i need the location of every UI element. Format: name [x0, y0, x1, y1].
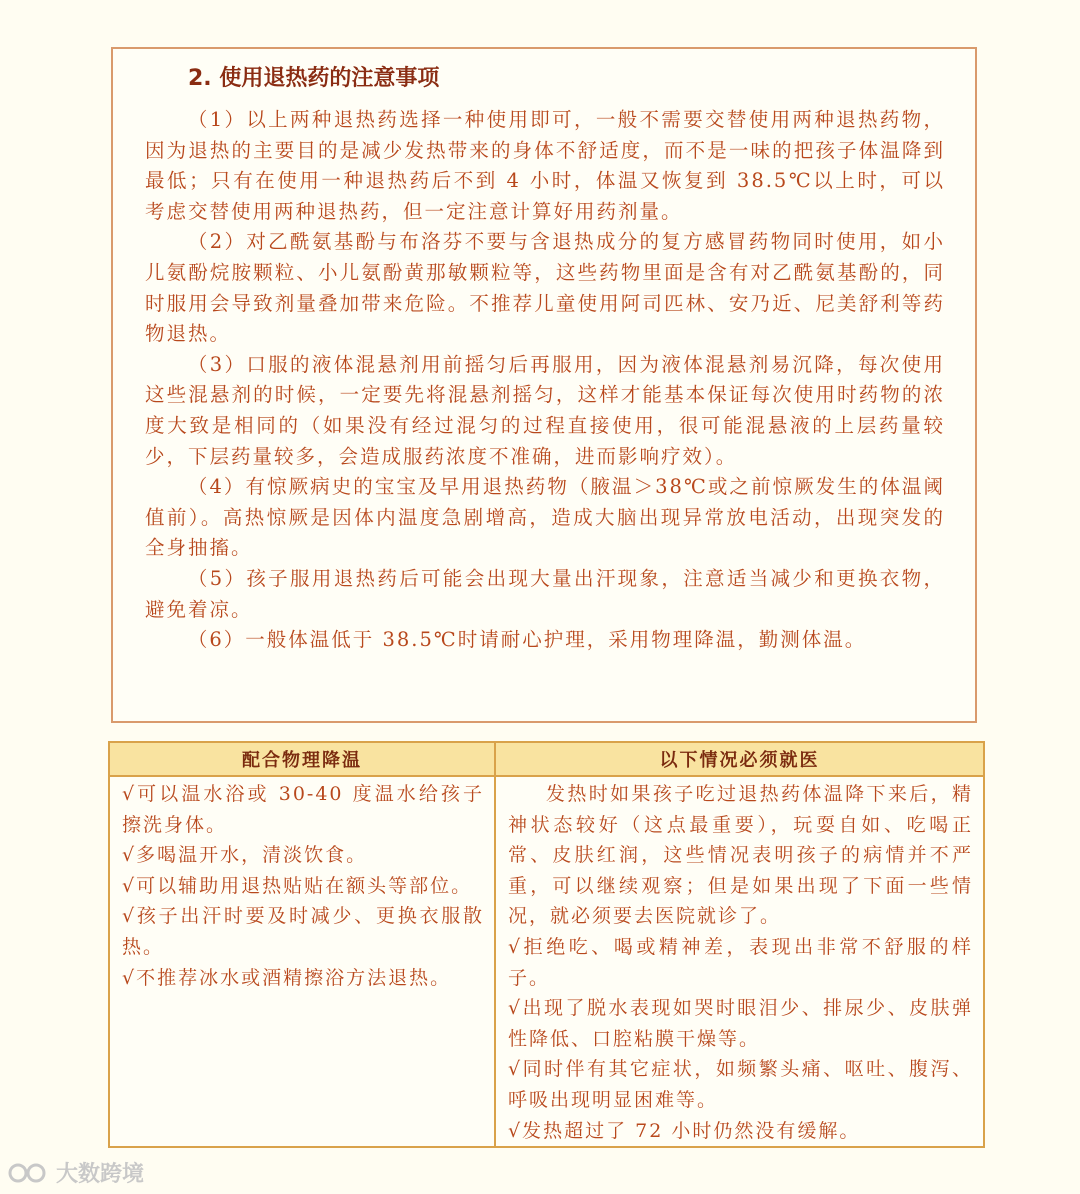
watermark — [8, 1157, 144, 1188]
list-item: √拒绝吃、喝或精神差，表现出非常不舒服的样子。 — [508, 935, 973, 989]
precautions-panel — [111, 47, 977, 723]
paragraph-6: （6）一般体温低于 38.5℃时请耐心护理，采用物理降温，勤测体温。 — [187, 628, 867, 652]
watermark-logo-icon — [8, 1161, 50, 1185]
list-item: √孩子出汗时要及时减少、更换衣服散热。 — [122, 905, 484, 958]
list-item: √出现了脱水表现如哭时眼泪少、排尿少、皮肤弹性降低、口腔粘膜干燥等。 — [508, 997, 973, 1050]
precautions-body — [145, 105, 945, 656]
advice-table — [108, 741, 985, 1148]
list-item: √不推荐冰水或酒精擦浴方法退热。 — [122, 966, 452, 989]
section-title: 2. 使用退热药的注意事项 — [188, 66, 440, 91]
list-item: √同时伴有其它症状，如频繁头痛、呕吐、腹泻、呼吸出现明显困难等。 — [508, 1058, 973, 1111]
watermark-text: 大数跨境 — [56, 1162, 145, 1187]
physical-cooling-cell — [109, 776, 495, 1147]
list-item: √可以温水浴或 30-40 度温水给孩子擦洗身体。 — [122, 783, 484, 836]
paragraph-5: （5）孩子服用退热药后可能会出现大量出汗现象，注意适当减少和更换衣物，避免着凉。 — [145, 566, 945, 621]
paragraph-1: （1）以上两种退热药选择一种使用即可，一般不需要交替使用两种退热药物，因为退热的主要目的是减少发热带来的身体不舒适度，而不是一味的把孩子体温降到最低；只有在使用一种退热药后不到 4 小时，体温又恢复到 38.5℃以上时，可以考虑交替使用两种退热药，但一定注意计算好用药剂量。 — [145, 108, 945, 223]
paragraph-3: （3）口服的液体混悬剂用前摇匀后再服用，因为液体混悬剂易沉降，每次使用这些混悬剂的时候，一定要先将混悬剂摇匀，这样才能基本保证每次使用时药物的浓度大致是相同的（如果没有经过混匀的过程直接使用，很可能混悬液的上层药量较少，下层药量较多，会造成服药浓度不准确，进而影响疗效）。 — [145, 352, 945, 468]
list-item: √多喝温开水，清淡饮食。 — [122, 844, 368, 867]
see-doctor-intro: 发热时如果孩子吃过退热药体温降下来后，精神状态较好（这点最重要），玩耍自如、吃喝正常、皮肤红润，这些情况表明孩子的病情并不严重，可以继续观察；但是如果出现了下面一些情况，就必须要去医院就诊了。 — [508, 783, 973, 928]
see-doctor-cell — [495, 776, 984, 1147]
physical-cooling-header: 配合物理降温 — [109, 742, 495, 776]
see-doctor-header: 以下情况必须就医 — [495, 742, 984, 776]
list-item: √发热超过了 72 小时仍然没有缓解。 — [508, 1119, 861, 1142]
list-item: √可以辅助用退热贴贴在额头等部位。 — [122, 874, 473, 897]
paragraph-4: （4）有惊厥病史的宝宝及早用退热药物（腋温＞38℃或之前惊厥发生的体温阈值前）。高热惊厥是因体内温度急剧增高，造成大脑出现异常放电活动，出现突发的全身抽搐。 — [145, 475, 945, 560]
paragraph-2: （2）对乙酰氨基酚与布洛芬不要与含退热成分的复方感冒药物同时使用，如小儿氨酚烷胺颗粒、小儿氨酚黄那敏颗粒等，这些药物里面是含有对乙酰氨基酚的，同时服用会导致剂量叠加带来危险。不推荐儿童使用阿司匹林、安乃近、尼美舒利等药物退热。 — [145, 230, 945, 346]
